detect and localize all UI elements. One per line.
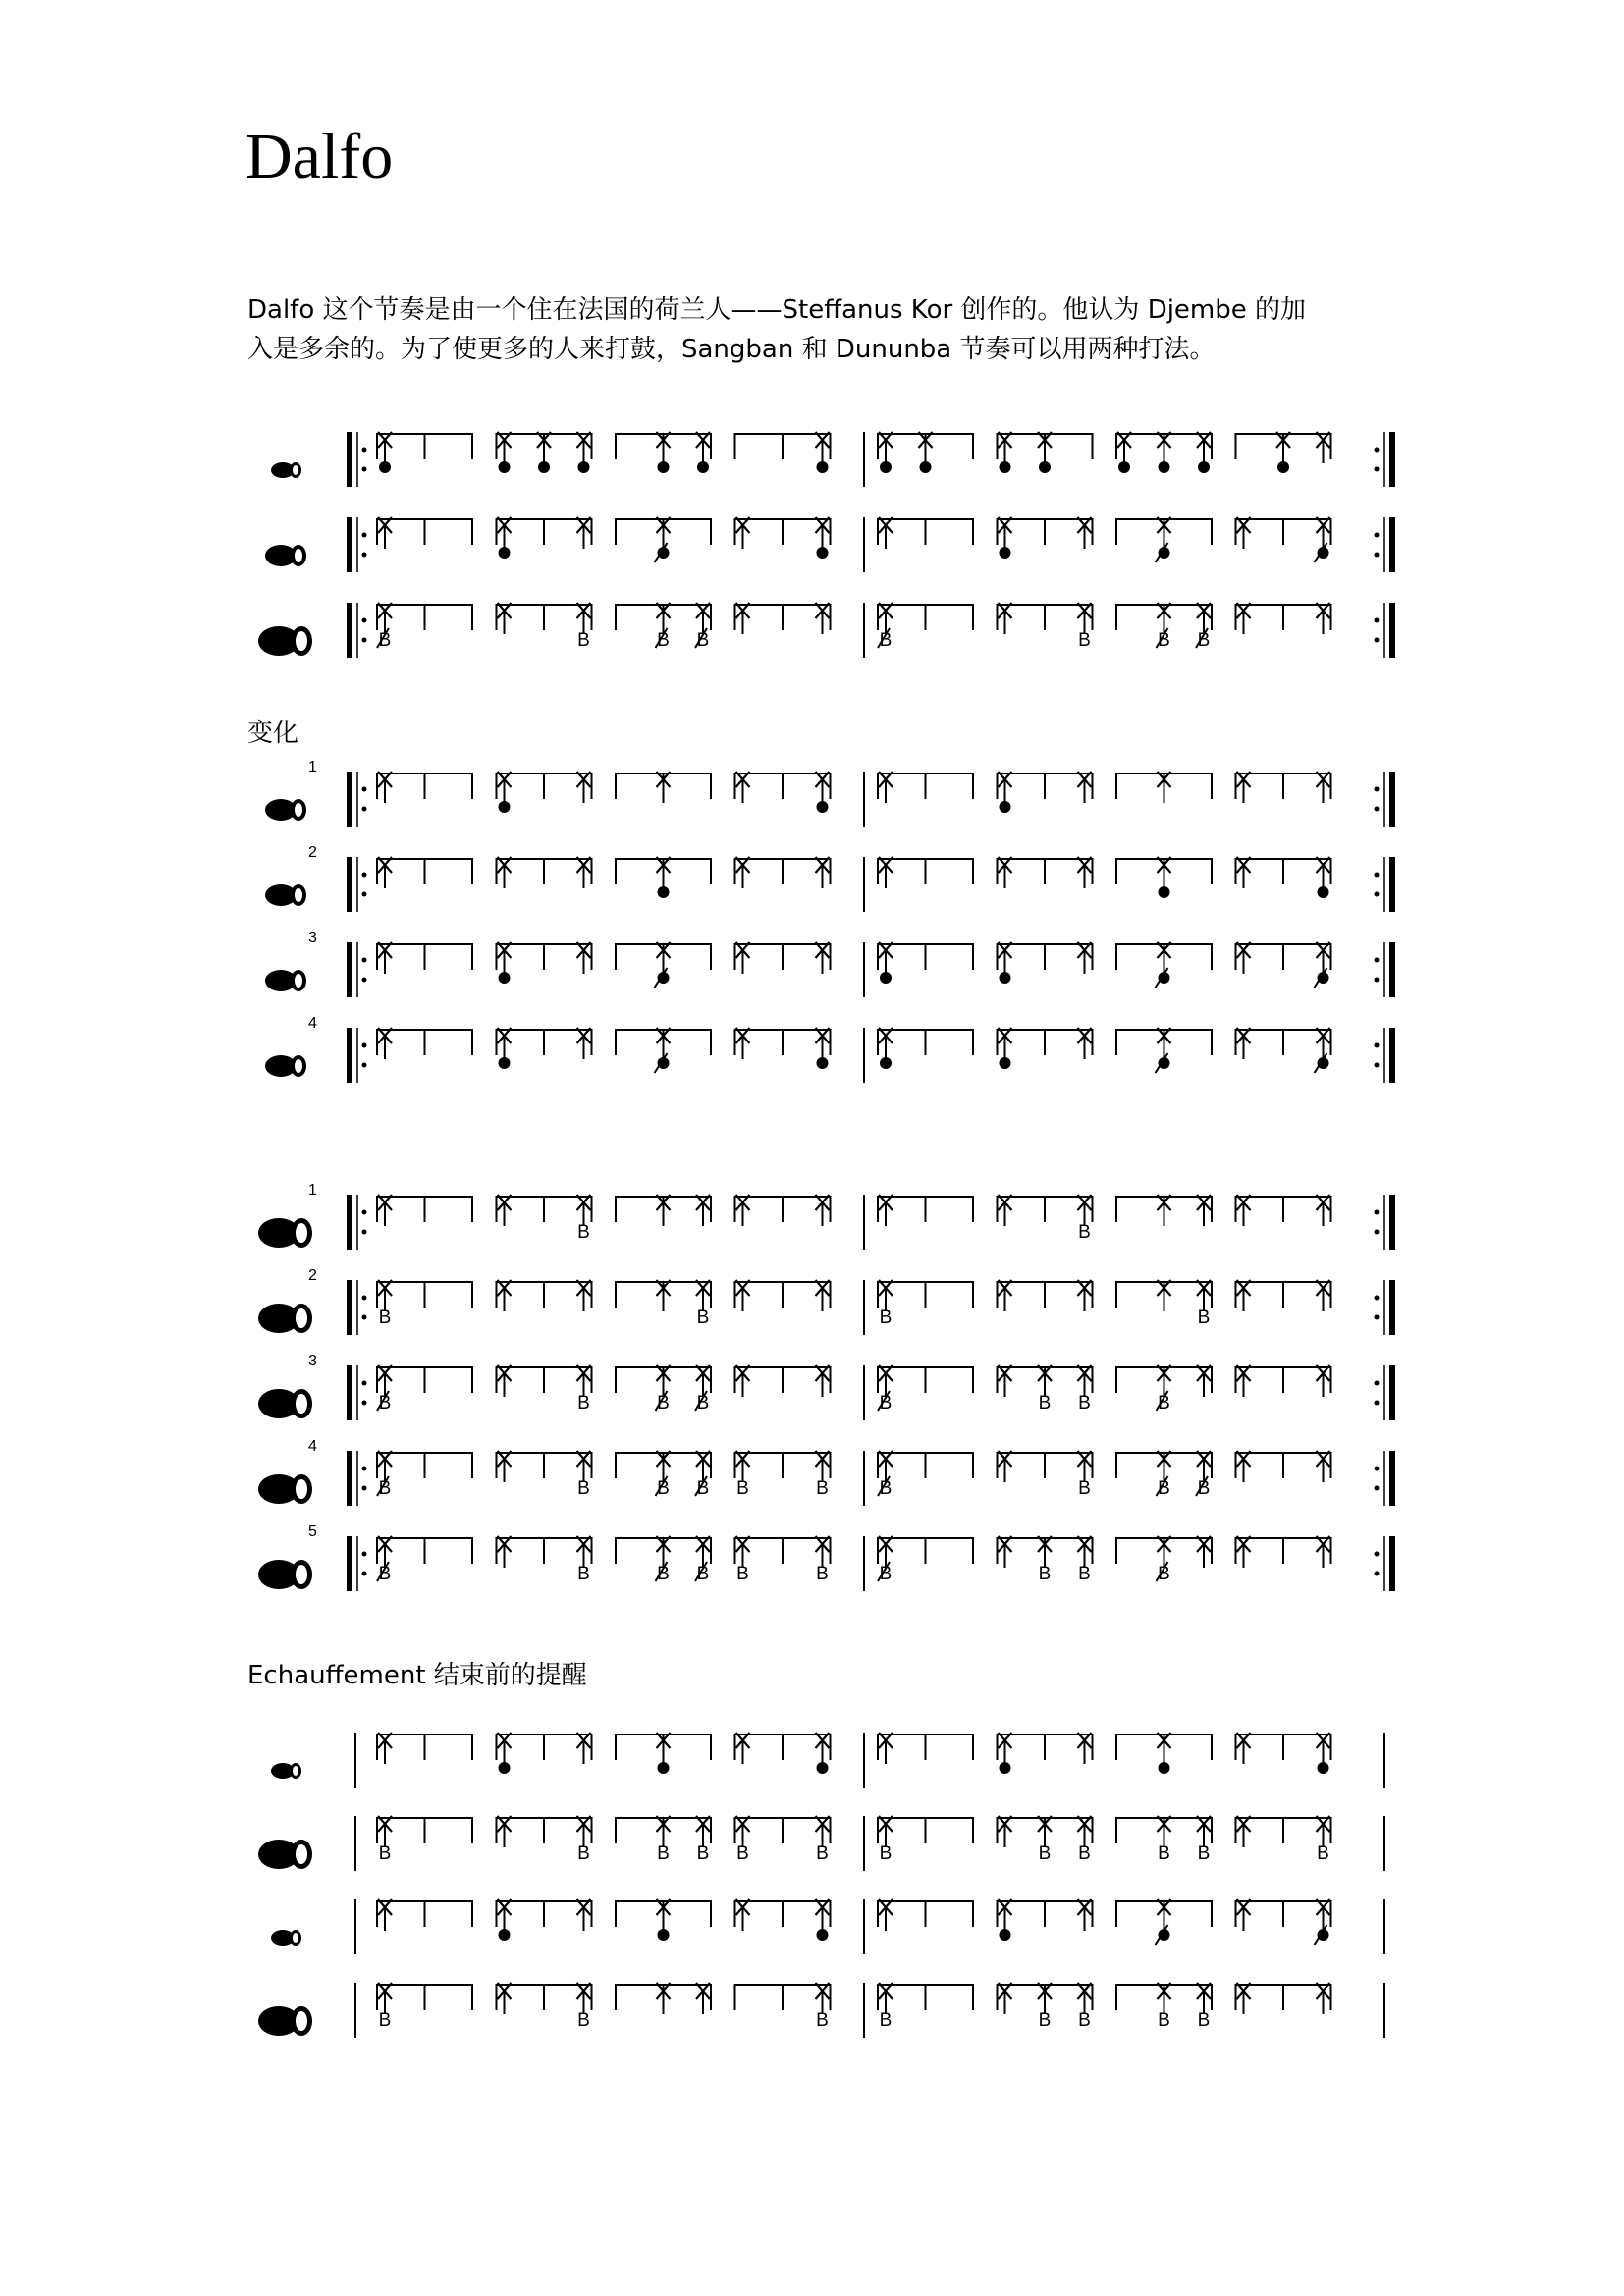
bell-stroke: B [1078,1478,1091,1499]
variation-number: 3 [308,930,317,946]
muted-bell-stroke: B [378,1478,392,1499]
open-stroke-dot [817,461,829,473]
muted-bell-stroke: B [879,1564,893,1584]
bell-stroke: B [1078,1843,1091,1864]
bell-stroke: B [816,1843,829,1864]
stave-row [265,844,1392,912]
open-stroke-dot [1318,886,1329,898]
bell-stroke: B [378,1843,392,1864]
muted-bell-stroke: B [879,1393,893,1414]
open-stroke-dot [817,1762,829,1774]
bell-stroke: B [1197,2010,1211,2031]
bell-stroke: B [577,630,590,651]
muted-bell-stroke: B [879,630,893,651]
open-stroke-dot [697,461,709,473]
bell-stroke: B [736,1564,749,1584]
muted-bell-stroke: B [657,1478,670,1499]
bell-stroke: B [1158,1843,1170,1864]
muted-bell-stroke: B [378,630,392,651]
intro-line-1: Dalfo 这个节奏是由一个住在法国的荷兰人——Steffanus Kor 创作的。他认为 Djembe 的加 [247,295,1307,325]
bell-stroke: B [1158,2010,1170,2031]
variation-number: 4 [308,1015,317,1032]
intro-line-2: 入是多余的。为了使更多的人来打鼓，Sangban 和 Dununba 节奏可以用两种打法。 [247,335,1216,364]
open-stroke-dot [658,1762,670,1774]
bell-stroke: B [378,1308,392,1328]
muted-bell-stroke: B [657,630,670,651]
open-stroke-dot [499,972,511,984]
bell-stroke: B [1197,1843,1211,1864]
muted-bell-stroke: B [696,1393,710,1414]
stave-row [265,517,1392,572]
bell-stroke: B [1038,1393,1052,1414]
bell-stroke: B [696,1308,710,1328]
bell-stroke: B [1038,1843,1052,1864]
bell-stroke: B [1078,1222,1091,1243]
muted-bell-stroke: B [1158,630,1170,651]
muted-bell-stroke: B [657,1564,670,1584]
open-stroke-dot [1159,1762,1170,1774]
bell-stroke: B [1038,1564,1052,1584]
stave-row [258,1816,1384,1871]
bell-stroke: B [696,1843,710,1864]
open-stroke-dot [1118,461,1130,473]
bell-stroke: B [1078,630,1091,651]
bell-stroke: B [879,1308,893,1328]
bell-stroke: B [1078,1564,1091,1584]
open-stroke-dot [538,461,550,473]
muted-bell-stroke: B [696,630,710,651]
open-stroke-dot [499,801,511,813]
bell-stroke: B [577,1564,590,1584]
muted-bell-stroke: B [1158,1564,1170,1584]
muted-bell-stroke: B [657,1393,670,1414]
variation-number: 3 [308,1353,317,1369]
muted-bell-stroke: B [696,1478,710,1499]
stave-row [265,930,1392,997]
open-stroke-dot [658,461,670,473]
stave-row [258,603,1392,658]
muted-bell-stroke: B [1197,630,1211,651]
open-stroke-dot [499,1057,511,1069]
bell-stroke: B [577,2010,590,2031]
bell-stroke: B [816,1478,829,1499]
open-stroke-dot [817,1929,829,1941]
muted-bell-stroke: B [696,1564,710,1584]
open-stroke-dot [499,1762,511,1774]
bell-stroke: B [378,2010,392,2031]
bell-stroke: B [577,1222,590,1243]
open-stroke-dot [578,461,590,473]
bell-stroke: B [816,1564,829,1584]
bell-stroke: B [1078,2010,1091,2031]
muted-bell-stroke: B [378,1393,392,1414]
bell-stroke: B [577,1843,590,1864]
bell-stroke: B [1078,1393,1091,1414]
open-stroke-dot [880,1057,892,1069]
variation-number: 2 [308,1267,317,1284]
bell-stroke: B [577,1393,590,1414]
variation-number: 2 [308,844,317,861]
variation-heading: 变化 [247,719,299,748]
variation-number: 1 [308,1182,317,1199]
variation-number: 1 [308,759,317,775]
bell-stroke: B [1197,1308,1211,1328]
open-stroke-dot [1318,1762,1329,1774]
bell-stroke: B [816,2010,829,2031]
stave-row [271,432,1392,487]
muted-bell-stroke: B [879,1478,893,1499]
echauffement-heading: Echauffement 结束前的提醒 [247,1661,587,1690]
open-stroke-dot [920,461,932,473]
open-stroke-dot [880,972,892,984]
open-stroke-dot [817,547,829,559]
muted-bell-stroke: B [1158,1393,1170,1414]
muted-bell-stroke: B [1158,1478,1170,1499]
stave-row [258,1523,1392,1591]
bell-stroke: B [879,2010,893,2031]
open-stroke-dot [1198,461,1210,473]
bell-stroke: B [736,1478,749,1499]
open-stroke-dot [499,1929,511,1941]
stave-row [258,1983,1384,2038]
bell-stroke: B [879,1843,893,1864]
muted-bell-stroke: B [378,1564,392,1584]
bell-stroke: B [577,1478,590,1499]
open-stroke-dot [1000,1057,1011,1069]
variation-number: 5 [308,1523,317,1540]
bell-stroke: B [1317,1843,1329,1864]
open-stroke-dot [379,461,391,473]
open-stroke-dot [658,1929,670,1941]
bell-stroke: B [657,1843,670,1864]
open-stroke-dot [1039,461,1051,473]
open-stroke-dot [658,886,670,898]
stave-row [258,1353,1392,1420]
open-stroke-dot [1159,886,1170,898]
stave-row [258,1182,1392,1250]
stave-row [271,1733,1384,1788]
bell-stroke: B [1038,2010,1052,2031]
open-stroke-dot [1159,461,1170,473]
open-stroke-dot [880,461,892,473]
open-stroke-dot [817,801,829,813]
open-stroke-dot [1277,461,1289,473]
open-stroke-dot [1000,547,1011,559]
open-stroke-dot [499,461,511,473]
open-stroke-dot [1000,461,1011,473]
open-stroke-dot [1000,1762,1011,1774]
stave-row [258,1438,1392,1506]
muted-bell-stroke: B [1197,1478,1211,1499]
stave-row [271,1899,1384,1954]
variation-number: 4 [308,1438,317,1455]
bell-stroke: B [736,1843,749,1864]
open-stroke-dot [1000,801,1011,813]
open-stroke-dot [499,547,511,559]
stave-row [265,1015,1392,1083]
open-stroke-dot [817,1057,829,1069]
stave-row [258,1267,1392,1335]
stave-row [265,759,1392,827]
open-stroke-dot [1000,972,1011,984]
open-stroke-dot [1000,1929,1011,1941]
page-title: Dalfo [245,121,394,192]
